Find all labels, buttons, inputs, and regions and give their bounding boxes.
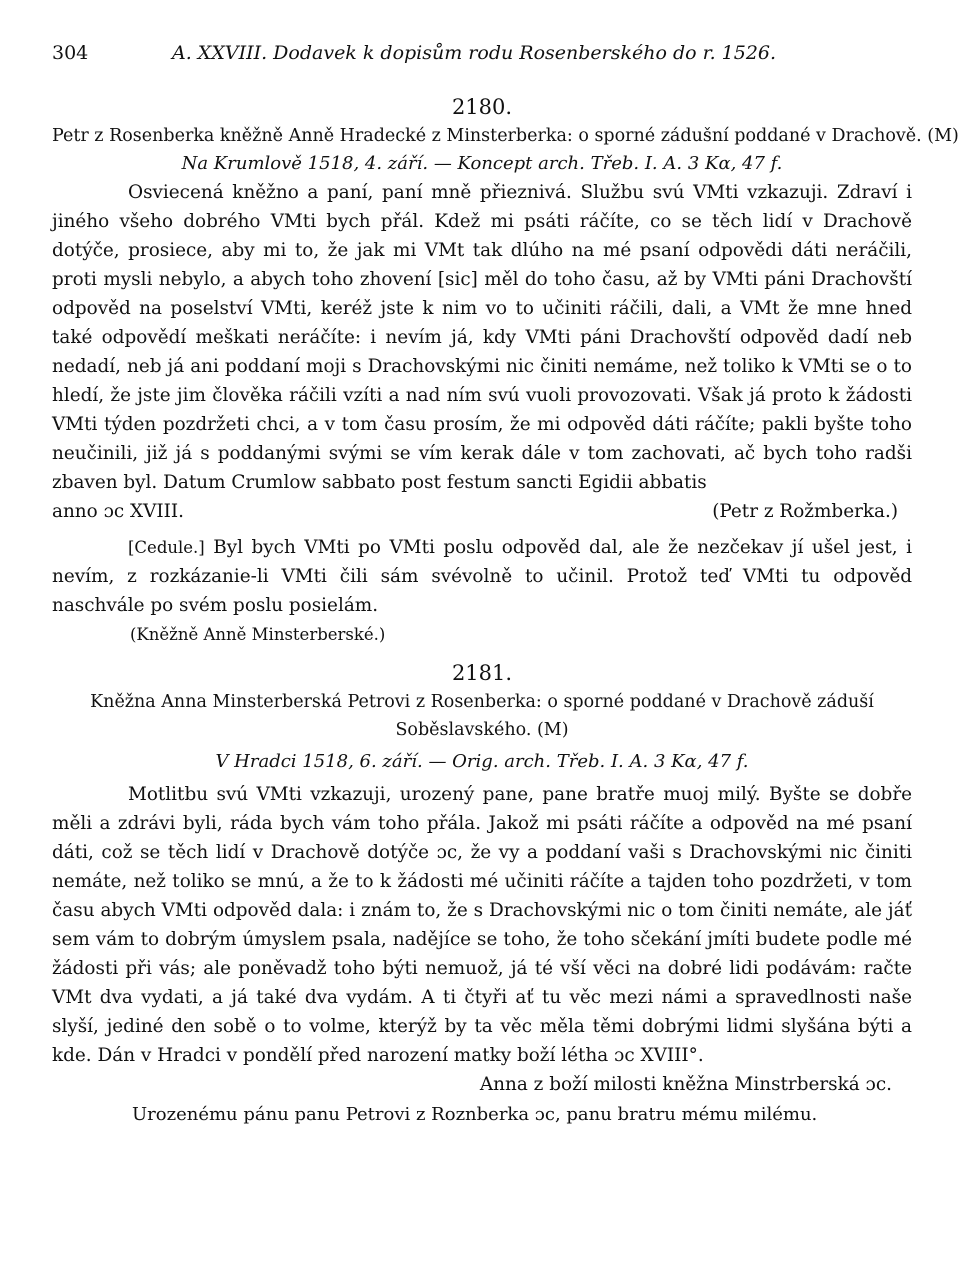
sender-signature: (Petr z Rožmberka.) bbox=[712, 501, 898, 522]
letter-paragraph: Osviecená kněžno a paní, paní mně přieznivá. Službu svú VMti vzkazuji. Zdraví i jiného všeho dobrého VMti bych přál. Kdež mi psáti ráčíte, co se těch lidí v Drachově dotýče, prosiece, aby mi to, že jak mi VMt tak dlúho na mé psaní odpovědi dáti neráčili, proti mysli nebylo, a abych toho zhovení [sic] měl do toho času, až by VMti páni Drachovští odpověd na poselství VMti, keréž jste k nim vo to učiniti ráčili, dali, a VMt že mne hned také odpovědí meškati neráčíte: i nevím já, kdy VMti páni Drachovští odpověd dadí neb nedadí, neb já ani poddaní moji s Drachovskými nic činiti nemáme, než toliko k VMti se o to hledí, že jste jim člověka ráčili vzíti a nad ním svú vuoli provozovati. Však já proto k žádosti VMti týden pozdržeti chci, a v tom času prosím, že mi odpověd dáti ráčíte; pakli byšte toho neučinili, již já s poddanými svými se vím kerak dále v tom zachovati, ač bych toho radši zbaven byl. Datum Crumlow sabbato post festum sancti Egidii abbatis bbox=[52, 182, 912, 493]
document-source-2181: V Hradci 1518, 6. září. — Orig. arch. Třeb. I. A. 3 Kα, 47 f. bbox=[215, 751, 749, 772]
sender-signature-anna: Anna z boží milosti kněžna Minstrberská ɔc. bbox=[479, 1074, 892, 1095]
letter-body-2181 bbox=[52, 780, 912, 1070]
document-number-2181: 2181. bbox=[451, 661, 513, 685]
letter-body-2180 bbox=[52, 178, 912, 497]
document-heading-2180: Petr z Rosenberka kněžně Anně Hradecké z Minsterberka: o sporné zádušní poddané v Drachově. (M) bbox=[52, 126, 959, 146]
addressee-2180: (Kněžně Anně Minsterberské.) bbox=[130, 625, 386, 644]
letter-address: Urozenému pánu panu Petrovi z Roznberka ɔc, panu bratru mému milému. bbox=[132, 1104, 818, 1125]
cedule-paragraph bbox=[52, 533, 912, 620]
running-head bbox=[52, 42, 912, 72]
page-number: 304 bbox=[52, 42, 89, 64]
closing-date: anno ɔc XVIII. bbox=[52, 501, 185, 522]
document-heading-2181-line2: Soběslavského. (M) bbox=[395, 720, 569, 740]
letter-paragraph: Motlitbu svú VMti vzkazuji, urozený pane, pane bratře muoj milý. Byšte se dobře měli a zdrávi byli, ráda bych vám toho přála. Jakož mi psáti ráčíte a odpověd na mé psaní dáti, což se těch lidí v Drachově dotýče ɔc, že vy a poddaní vaši s Drachovskými nic činiti nemáte, než toliko se mnú, a že to k žádosti mé učiniti ráčíte a tajden toho pozdržeti, v tom času abych VMti odpověd dala: i znám to, že s Drachovskými nic o tom činiti nemáte, ale jáť sem vám to dobrým úmyslem psala, nadějíce se toho, že toho sčekání jmíti budete podle mé žádosti při vás; ale poněvadž toho býti nemuož, já té vší věci na dobré lidi podávám: račte VMt dva vydati, a já také dva vydám. A ti čtyři ať tu věc mezi námi a spravedlnosti naše slyší, jediné den sobě o to volme, kterýž by ta věc měla těmi dobrými lidmi slyšána býti a kde. Dán v Hradci v pondělí před narození matky boží létha ɔc XVIII°. bbox=[52, 784, 912, 1066]
document-source-2180: Na Krumlově 1518, 4. září. — Koncept arch. Třeb. I. A. 3 Kα, 47 f. bbox=[181, 153, 783, 174]
running-title: A. XXVIII. Dodavek k dopisům rodu Rosenberského do r. 1526. bbox=[172, 42, 777, 64]
document-number-2180: 2180. bbox=[451, 95, 513, 119]
document-heading-2181-line1: Kněžna Anna Minsterberská Petrovi z Rosenberka: o sporné poddané v Drachově záduší bbox=[90, 692, 874, 712]
closing-line-2180 bbox=[52, 497, 912, 527]
cedule-label: [Cedule.] bbox=[128, 538, 205, 557]
cedule-text: Byl bych VMti po VMti poslu odpověd dal, ale že nezčekav jí ušel jest, i nevím, z rozkázanie-li VMti čili sám svévolně to učinil. Protož teď VMti tu odpověd naschvále po svém poslu posielám. bbox=[52, 537, 912, 616]
cedule-note bbox=[52, 533, 912, 620]
